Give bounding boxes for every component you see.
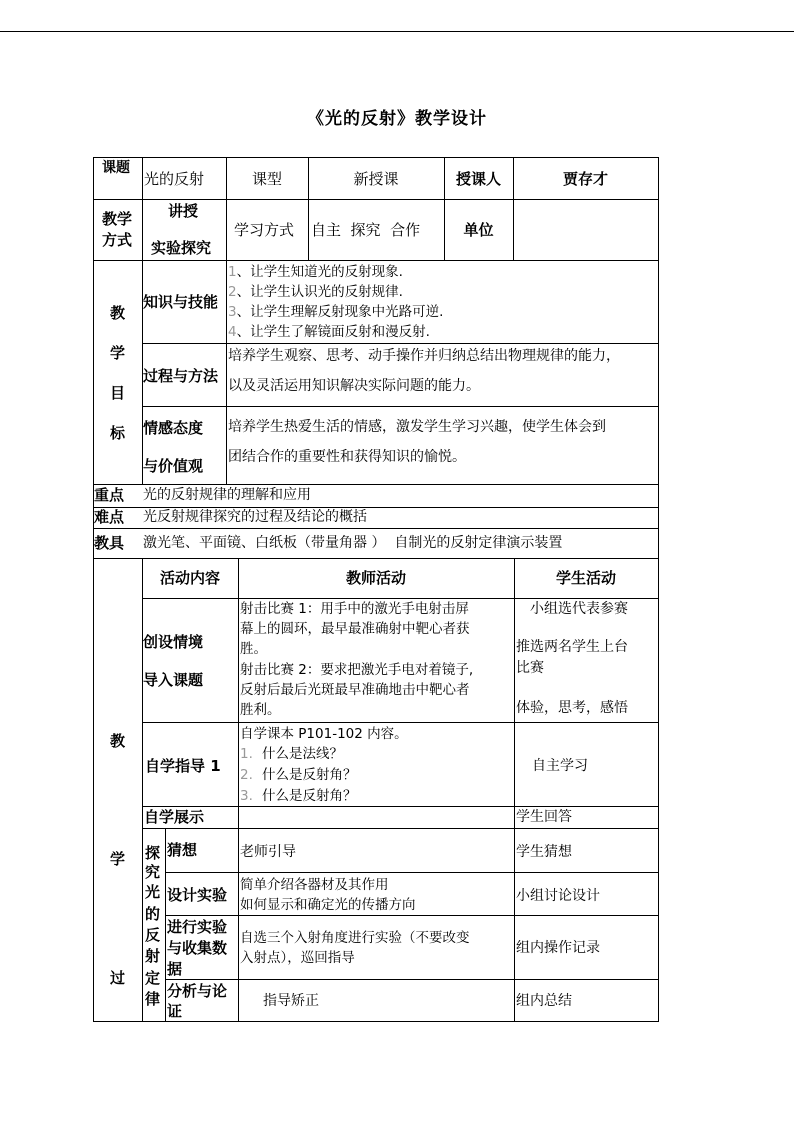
analysis-student: 组内总结 <box>516 993 572 1009</box>
explore-char-6: 射 <box>145 947 161 965</box>
intro-teacher-5: 反射后最后光斑最早准确地击中靶心者 <box>240 682 470 698</box>
analysis-activity-1: 分析与论 <box>167 982 228 1000</box>
guess-teacher: 老师引导 <box>240 844 296 860</box>
intro-student-2: 推选两名学生上台 <box>516 639 628 655</box>
header-teacher: 教师活动 <box>345 569 406 587</box>
analysis-activity-2: 证 <box>167 1002 183 1020</box>
process-side-char-2: 学 <box>110 850 126 868</box>
intro-student-1: 小组选代表参赛 <box>530 601 628 617</box>
objectives-char-1: 教 <box>110 304 126 322</box>
method-label-2: 方式 <box>102 231 133 249</box>
explore-char-7: 定 <box>145 969 161 987</box>
selfstudy-activity: 自学指导 1 <box>145 757 221 775</box>
intro-student-4: 体验，思考，感悟 <box>516 700 628 716</box>
knowledge-label: 知识与技能 <box>143 293 219 311</box>
intro-activity-2: 导入课题 <box>143 671 204 689</box>
explore-char-8: 律 <box>145 990 161 1008</box>
emotion-line-1: 培养学生热爱生活的情感，激发学生学习兴趣，使学生体会到 <box>228 419 606 435</box>
header-student: 学生活动 <box>555 569 616 587</box>
selfstudy-student: 自主学习 <box>532 758 588 774</box>
intro-teacher-1: 射击比赛 1：用手中的激光手电射击屏 <box>240 601 469 617</box>
design-teacher-1: 简单介绍各器材及其作用 <box>240 877 389 893</box>
show-student: 学生回答 <box>516 809 572 825</box>
experiment-activity-3: 据 <box>167 960 183 978</box>
method-value-experiment: 实验探究 <box>151 239 212 257</box>
objectives-char-4: 标 <box>110 424 126 442</box>
explore-char-4: 的 <box>145 905 161 923</box>
learn-value: 自主 探究 合作 <box>311 221 421 239</box>
header-rule <box>0 31 794 32</box>
selfstudy-question-3: 3. 什么是反射角？ <box>240 788 357 804</box>
header-activity: 活动内容 <box>159 569 220 587</box>
type-label: 课型 <box>251 170 282 188</box>
knowledge-item-4: 4、让学生了解镜面反射和漫反射. <box>228 324 430 340</box>
guess-student: 学生猜想 <box>516 844 572 860</box>
show-activity: 自学展示 <box>144 808 205 826</box>
intro-teacher-6: 胜利。 <box>240 702 281 718</box>
intro-student-3: 比赛 <box>516 660 544 676</box>
knowledge-item-3: 3、让学生理解反射现象中光路可逆. <box>228 304 444 320</box>
design-activity: 设计实验 <box>167 886 228 904</box>
experiment-activity-2: 与收集数 <box>167 939 228 957</box>
tools-value: 激光笔、平面镜、白纸板（带量角器 ） 自制光的反射定律演示装置 <box>143 535 563 551</box>
selfstudy-question-1: 1. 什么是法线？ <box>240 746 343 762</box>
guess-activity: 猜想 <box>167 841 198 859</box>
analysis-teacher: 指导矫正 <box>263 993 319 1009</box>
emotion-line-2: 团结合作的重要性和获得知识的愉悦。 <box>228 449 466 465</box>
design-teacher-2: 如何显示和确定光的传播方向 <box>240 897 416 913</box>
difficulties-label: 难点 <box>94 508 125 526</box>
key-points-value: 光的反射规律的理解和应用 <box>143 487 311 503</box>
method-label-1: 教学 <box>102 210 133 228</box>
design-student: 小组讨论设计 <box>516 888 600 904</box>
process-side-char-3: 过 <box>110 969 126 987</box>
key-points-label: 重点 <box>94 486 125 504</box>
emotion-label-2: 与价值观 <box>143 457 204 475</box>
tools-label: 教具 <box>94 534 125 552</box>
type-value: 新授课 <box>353 170 399 188</box>
process-line-2: 以及灵活运用知识解决实际问题的能力。 <box>228 378 480 394</box>
explore-char-2: 究 <box>145 863 161 881</box>
experiment-teacher-1: 自选三个入射角度进行实验（不要改变 <box>240 930 470 946</box>
experiment-student: 组内操作记录 <box>516 940 600 956</box>
process-side-char-1: 教 <box>110 732 126 750</box>
knowledge-item-1: 1、让学生知道光的反射现象. <box>228 264 403 280</box>
document-title: 《光的反射》教学设计 <box>307 109 487 129</box>
intro-teacher-3: 胜。 <box>240 641 267 657</box>
process-line-1: 培养学生观察、思考、动手操作并归纳总结出物理规律的能力， <box>228 348 620 364</box>
selfstudy-question-2: 2. 什么是反射角？ <box>240 767 357 783</box>
knowledge-item-2: 2、让学生认识光的反射规律. <box>228 284 403 300</box>
selfstudy-teacher-intro: 自学课本 P101-102 内容。 <box>240 726 408 742</box>
experiment-teacher-2: 入射点），巡回指导 <box>240 950 355 966</box>
process-label: 过程与方法 <box>143 367 219 385</box>
emotion-label-1: 情感态度 <box>143 419 204 437</box>
teacher-value: 贾存才 <box>562 170 608 188</box>
intro-teacher-2: 幕上的圆环，最早最准确射中靶心者获 <box>240 621 470 637</box>
teacher-label: 授课人 <box>455 170 501 188</box>
course-label: 课题 <box>102 160 130 176</box>
objectives-char-2: 学 <box>110 344 126 362</box>
experiment-activity-1: 进行实验 <box>167 918 228 936</box>
intro-teacher-4: 射击比赛 2：要求把激光手电对着镜子, <box>240 662 474 678</box>
difficulties-value: 光反射规律探究的过程及结论的概括 <box>143 509 367 525</box>
method-value-lecture: 讲授 <box>168 202 199 220</box>
objectives-char-3: 目 <box>110 384 126 402</box>
explore-char-3: 光 <box>145 883 161 901</box>
unit-label: 单位 <box>463 221 494 239</box>
explore-char-5: 反 <box>145 926 161 944</box>
course-value: 光的反射 <box>144 170 205 188</box>
explore-char-1: 探 <box>145 844 161 862</box>
learn-label: 学习方式 <box>234 221 295 239</box>
intro-activity-1: 创设情境 <box>143 633 204 651</box>
